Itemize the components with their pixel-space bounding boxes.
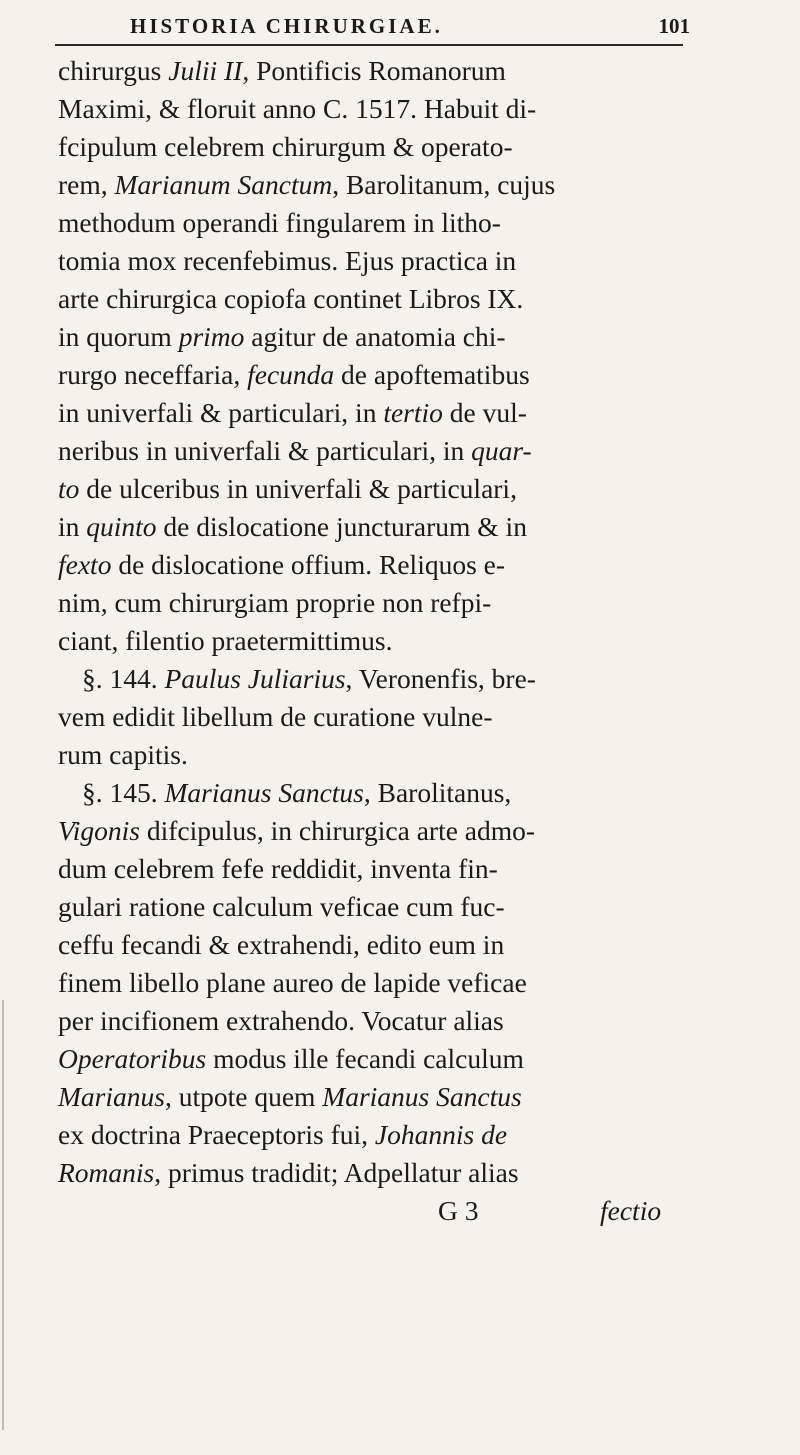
text-line (58, 166, 698, 204)
text-run: tomia mox recenfebimus. Ejus practica in (58, 245, 517, 276)
text-run: nim, cum chirurgiam proprie non refpi- (58, 587, 492, 618)
text-run: Maximi, & floruit anno C. 1517. Habuit di- (58, 93, 537, 124)
italic-text: Vigonis (58, 815, 140, 846)
text-run: ex doctrina Praeceptoris fui, (58, 1119, 375, 1150)
text-line (58, 1040, 698, 1078)
italic-text: primo (178, 321, 245, 352)
text-line (58, 508, 698, 546)
italic-text: Paulus Juliarius (164, 663, 346, 694)
text-run: , Barolitanus, (363, 777, 512, 808)
running-header (130, 6, 690, 42)
text-run: de dislocatione juncturarum & in (156, 511, 527, 542)
text-line (58, 318, 698, 356)
text-run: in (58, 511, 87, 542)
text-line (58, 812, 698, 850)
text-run: modus ille fecandi calculum (206, 1043, 524, 1074)
text-line (58, 204, 698, 242)
text-line (58, 90, 698, 128)
text-line (58, 52, 698, 90)
italic-text: Marianus Sanctus (164, 777, 364, 808)
catchword: fectio (600, 1195, 662, 1226)
text-line (58, 1078, 698, 1116)
italic-text: Marianus Sanctus (322, 1081, 522, 1112)
text-line (58, 470, 698, 508)
text-run: dum celebrem fefe reddidit, inventa fin- (58, 853, 498, 884)
text-run: in quorum (58, 321, 179, 352)
text-run: neribus in univerfali & particulari, in (58, 435, 472, 466)
header-rule (55, 44, 683, 46)
italic-text: Marianum Sanctum (114, 169, 333, 200)
text-line (58, 1154, 698, 1192)
text-run: chirurgus (58, 55, 169, 86)
text-line (58, 774, 698, 812)
text-line (58, 1002, 698, 1040)
text-run: in univerfali & particulari, in (58, 397, 384, 428)
italic-text: quinto (86, 511, 157, 542)
italic-text: fecunda (247, 359, 335, 390)
italic-text: fexto (58, 549, 112, 580)
italic-text: Julii II (168, 55, 243, 86)
text-line (58, 356, 698, 394)
text-run: methodum operandi fingularem in litho- (58, 207, 501, 238)
text-run: ceffu fecandi & extrahendi, edito eum in (58, 929, 505, 960)
text-line (58, 850, 698, 888)
text-run: gulari ratione calculum veficae cum fuc- (58, 891, 505, 922)
text-line (58, 964, 698, 1002)
text-line (58, 622, 698, 660)
text-run: , Barolitanum, cujus (332, 169, 556, 200)
text-run: agitur de anatomia chi- (244, 321, 506, 352)
text-run: de dislocatione offium. Reliquos e- (111, 549, 506, 580)
text-run: finem libello plane aureo de lapide veficae (58, 967, 527, 998)
text-line (58, 584, 698, 622)
italic-text: tertio (383, 397, 443, 428)
body-text (58, 52, 698, 1230)
text-run: §. 144. (82, 663, 165, 694)
italic-text: Romanis (58, 1157, 155, 1188)
italic-text: quar- (471, 435, 532, 466)
text-run: rem, (58, 169, 115, 200)
running-title: HISTORIA CHIRURGIAE. (130, 14, 443, 38)
page-number: 101 (658, 14, 690, 38)
text-run: ciant, filentio praetermittimus. (58, 625, 393, 656)
text-run: de ulceribus in univerfali & particulari, (79, 473, 517, 504)
text-run: per incifionem extrahendo. Vocatur alias (58, 1005, 504, 1036)
text-run: arte chirurgica copiofa continet Libros IX. (58, 283, 524, 314)
text-line (58, 888, 698, 926)
text-run: difcipulus, in chirurgica arte admo- (140, 815, 536, 846)
text-line (58, 128, 698, 166)
text-line (58, 736, 698, 774)
text-line (58, 546, 698, 584)
text-line (58, 698, 698, 736)
text-line (58, 432, 698, 470)
text-run: , utpote quem (164, 1081, 323, 1112)
text-run: rum capitis. (58, 739, 188, 770)
text-line (58, 926, 698, 964)
text-line (58, 1116, 698, 1154)
page-edge-shadow (2, 1000, 4, 1430)
text-run: , Pontificis Romanorum (242, 55, 506, 86)
catchline (58, 1192, 698, 1230)
text-line (58, 660, 698, 698)
text-run: , primus tradidit; Adpellatur alias (154, 1157, 519, 1188)
text-run: de vul- (442, 397, 527, 428)
text-line (58, 280, 698, 318)
text-run: , Veronenfis, bre- (345, 663, 536, 694)
text-run: rurgo neceffaria, (58, 359, 248, 390)
italic-text: Operatoribus (58, 1043, 207, 1074)
text-run: §. 145. (82, 777, 165, 808)
text-run: fcipulum celebrem chirurgum & operato- (58, 131, 513, 162)
text-line (58, 242, 698, 280)
text-line (58, 394, 698, 432)
text-run: vem edidit libellum de curatione vulne- (58, 701, 493, 732)
italic-text: Marianus (58, 1081, 165, 1112)
text-run: de apoftematibus (334, 359, 530, 390)
italic-text: to (58, 473, 80, 504)
signature-mark: G 3 (438, 1195, 479, 1226)
italic-text: Johannis de (374, 1119, 508, 1150)
